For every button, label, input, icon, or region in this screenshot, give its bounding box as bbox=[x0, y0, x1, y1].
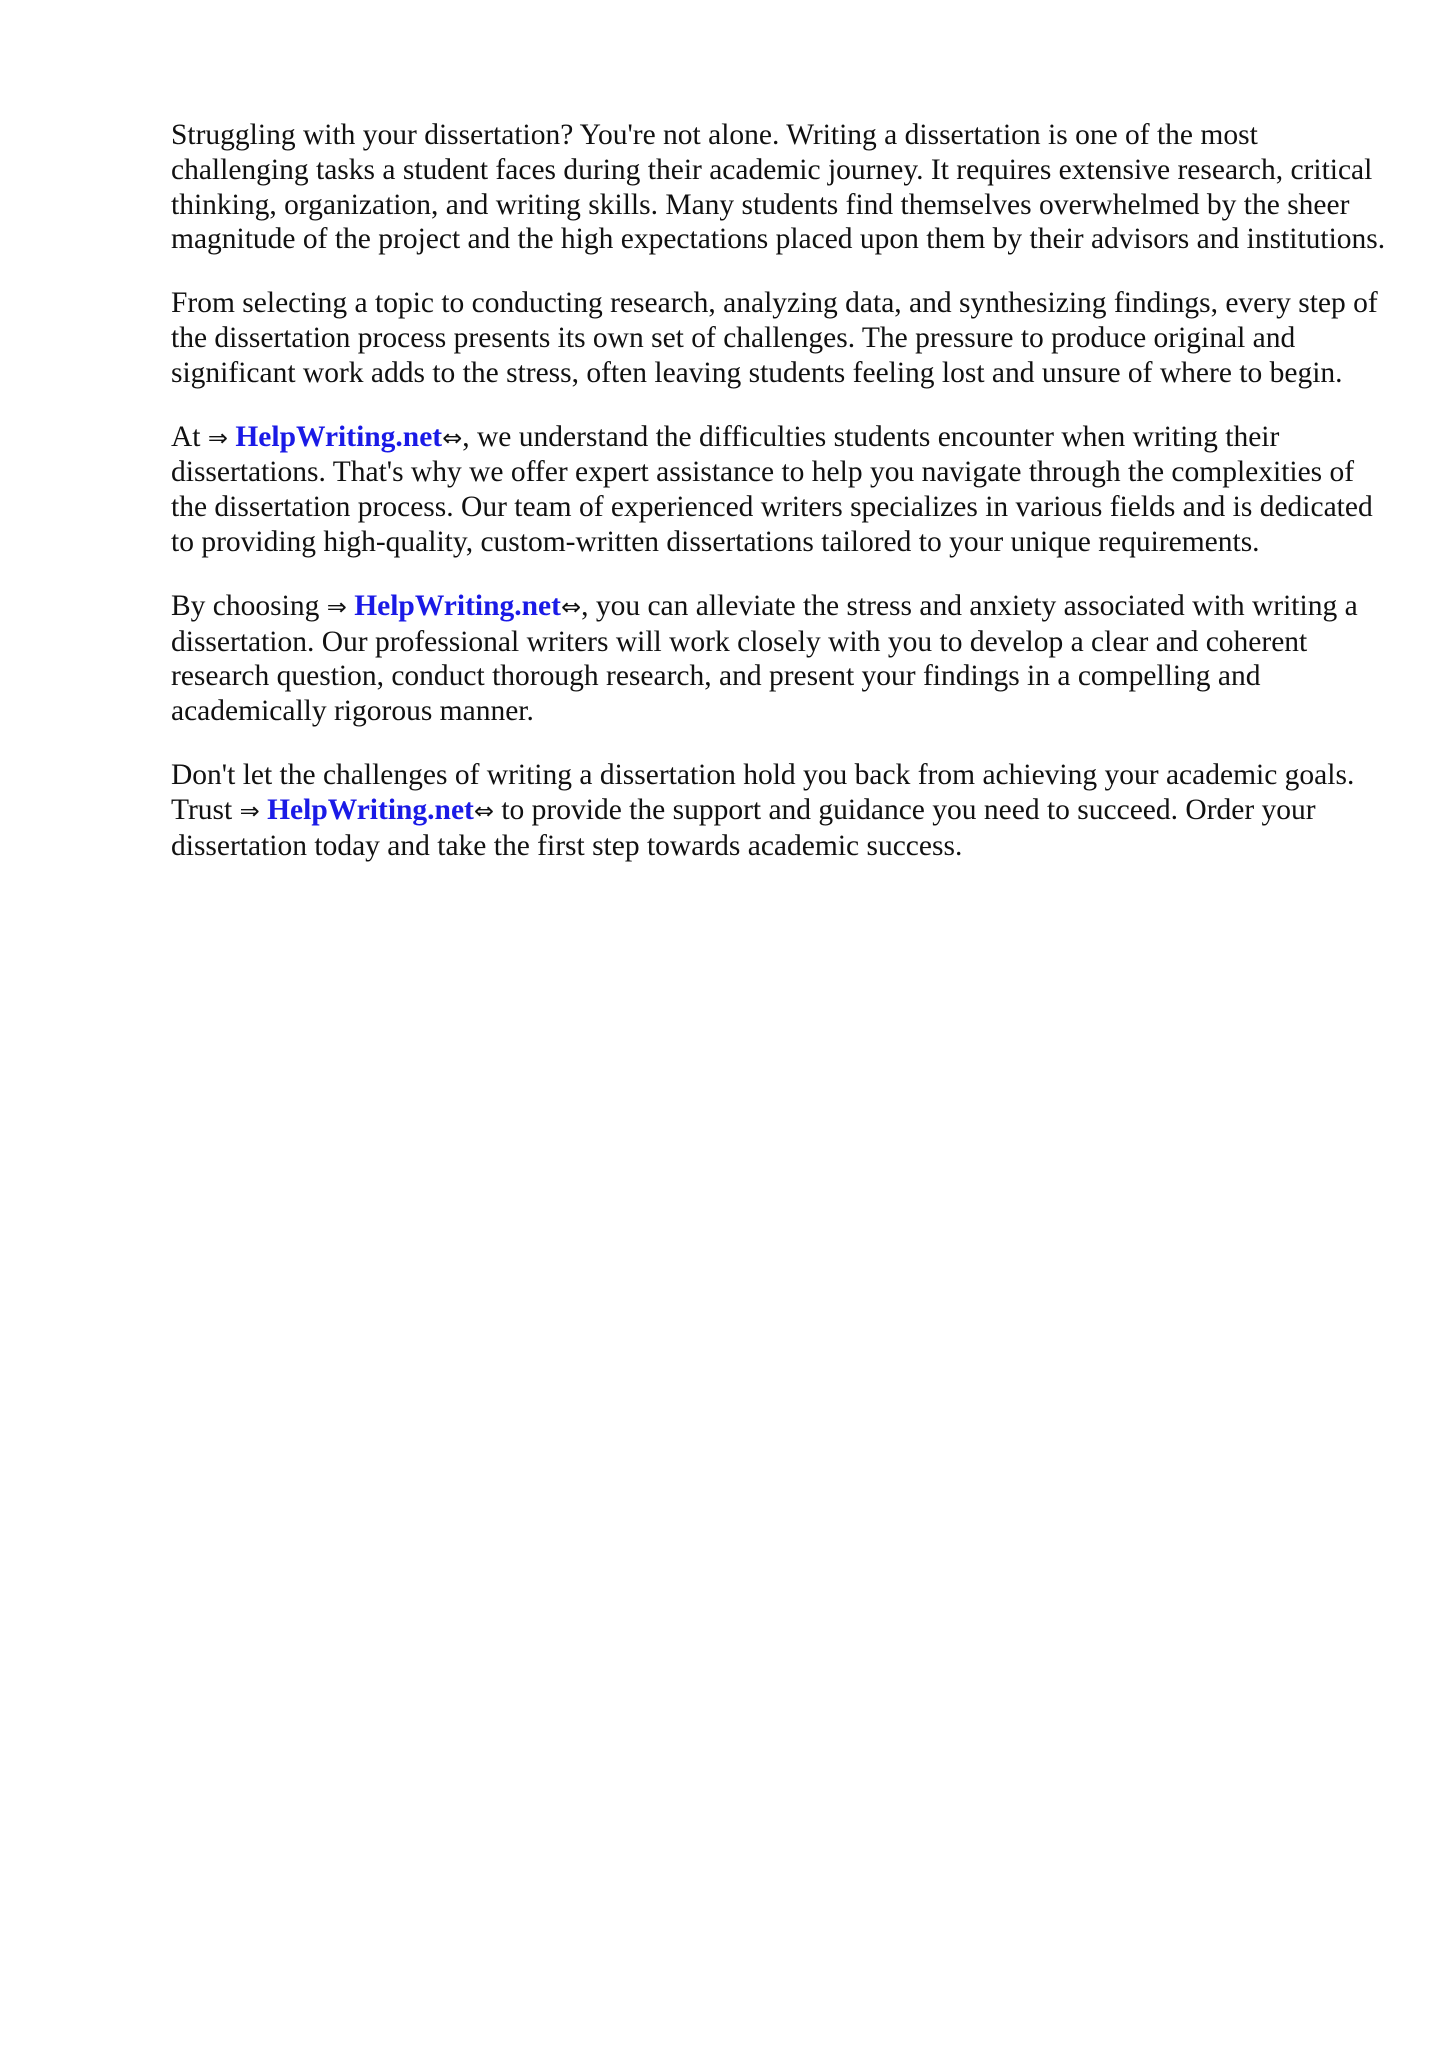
helpwriting-link[interactable]: HelpWriting.net bbox=[354, 589, 561, 622]
document-body bbox=[171, 118, 1386, 892]
paragraph-call-to-action bbox=[171, 758, 1386, 863]
right-double-arrow-icon: ⇒ bbox=[239, 796, 260, 825]
paragraph-challenges: From selecting a topic to conducting research, analyzing data, and synthesizing findings, every step of the dissertation process presents its own set of challenges. The pressure to produce original and significant work adds to the stress, often leaving students feeling lost and unsure of where to begin. bbox=[171, 287, 1378, 389]
right-double-arrow-icon: ⇒ bbox=[326, 592, 347, 621]
text: By choosing bbox=[171, 589, 327, 622]
paragraph-intro: Struggling with your dissertation? You're not alone. Writing a dissertation is one of the most challenging tasks a student faces during their academic journey. It requires extensive research, critical thinking, organization, and writing skills. Many students find themselves overwhelmed by the sheer magnitude of the project and the high expectations placed upon them by their advisors and institutions. bbox=[171, 119, 1386, 256]
text: Don't let the challenges of writing a dissertation hold you back from achieving your academic goals. Trust bbox=[171, 758, 1355, 826]
helpwriting-link[interactable]: HelpWriting.net bbox=[267, 793, 474, 826]
paragraph-about bbox=[171, 420, 1386, 560]
helpwriting-link[interactable]: HelpWriting.net bbox=[235, 420, 443, 453]
text: , we understand the difficulties students encounter when writing their dissertations. That's why we offer expert assistance to help you navigate through the complexities of the dissertation process. Our team of experienced writers specializes in various fields and is dedicated to providing high-quality, custom-written dissertations tailored to your unique requirements. bbox=[171, 420, 1373, 558]
text: to provide the support and guidance you need to succeed. Order your dissertation today and take the first step towards academic success. bbox=[171, 793, 1316, 862]
text: , you can alleviate the stress and anxiety associated with writing a dissertation. Our professional writers will work closely with you to develop a clear and coherent research question, conduct thorough research, and present your findings in a compelling and academically rigorous manner. bbox=[171, 589, 1358, 728]
paragraph-benefits bbox=[171, 589, 1386, 729]
left-right-double-arrow-icon: ⇔ bbox=[473, 796, 494, 825]
right-double-arrow-icon: ⇒ bbox=[207, 423, 228, 452]
text: At bbox=[171, 420, 208, 453]
left-right-double-arrow-icon: ⇔ bbox=[442, 423, 463, 452]
left-right-double-arrow-icon: ⇔ bbox=[560, 592, 582, 621]
